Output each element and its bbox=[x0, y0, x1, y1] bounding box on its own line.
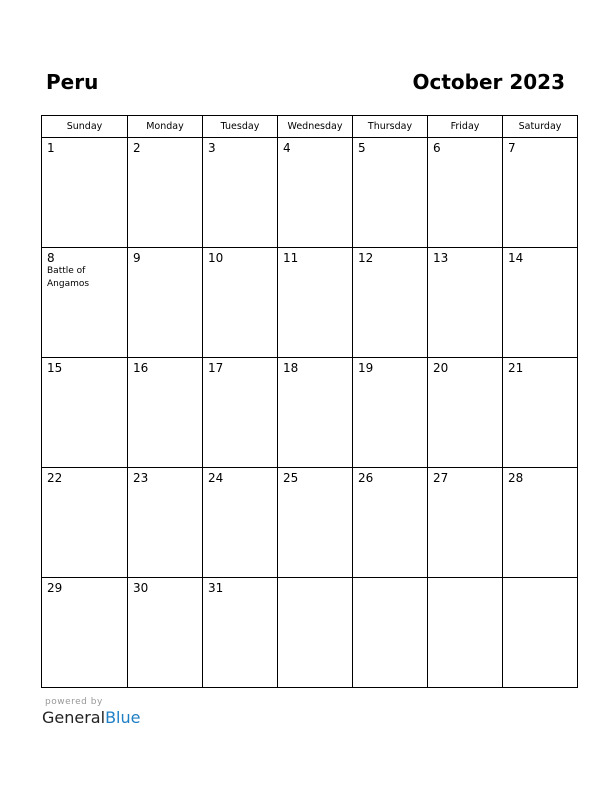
day-cell bbox=[503, 248, 578, 358]
day-cell bbox=[353, 248, 428, 358]
day-cell bbox=[42, 248, 128, 358]
day-number: 29 bbox=[47, 581, 63, 595]
day-cell bbox=[128, 248, 203, 358]
day-number: 4 bbox=[283, 141, 291, 155]
day-cell bbox=[503, 138, 578, 248]
day-cell bbox=[128, 578, 203, 688]
generalblue-logo[interactable] bbox=[42, 708, 140, 727]
day-number: 3 bbox=[208, 141, 216, 155]
logo-blue: Blue bbox=[105, 708, 141, 727]
day-cell bbox=[128, 468, 203, 578]
day-number: 17 bbox=[208, 361, 224, 375]
day-number: 16 bbox=[133, 361, 149, 375]
day-cell bbox=[428, 138, 503, 248]
day-cell bbox=[503, 468, 578, 578]
day-cell bbox=[203, 138, 278, 248]
day-number: 19 bbox=[358, 361, 374, 375]
day-cell bbox=[203, 248, 278, 358]
holiday-label: Battle of Angamos bbox=[47, 266, 90, 289]
powered-by-label: powered by bbox=[45, 697, 103, 707]
logo-general: General bbox=[42, 708, 106, 727]
day-number bbox=[353, 578, 427, 581]
day-cell bbox=[428, 358, 503, 468]
day-number: 6 bbox=[433, 141, 441, 155]
day-number: 10 bbox=[208, 251, 224, 265]
day-number: 21 bbox=[508, 361, 524, 375]
day-cell bbox=[42, 578, 128, 688]
weekday-header-row bbox=[42, 116, 578, 138]
day-number: 22 bbox=[47, 471, 63, 485]
day-cell bbox=[503, 358, 578, 468]
day-cell bbox=[278, 468, 353, 578]
day-cell bbox=[353, 138, 428, 248]
weekday-saturday: Saturday bbox=[503, 116, 578, 138]
day-number: 27 bbox=[433, 471, 449, 485]
day-cell bbox=[428, 248, 503, 358]
weekday-monday: Monday bbox=[128, 116, 203, 138]
day-cell bbox=[278, 248, 353, 358]
day-number: 14 bbox=[508, 251, 524, 265]
day-cell bbox=[428, 578, 503, 688]
week-row bbox=[42, 358, 578, 468]
day-cell bbox=[353, 468, 428, 578]
day-cell bbox=[203, 468, 278, 578]
day-cell bbox=[428, 468, 503, 578]
day-number: 28 bbox=[508, 471, 524, 485]
calendar-grid bbox=[41, 115, 578, 688]
day-cell bbox=[42, 138, 128, 248]
day-cell bbox=[128, 138, 203, 248]
day-cell bbox=[203, 358, 278, 468]
weekday-tuesday: Tuesday bbox=[203, 116, 278, 138]
day-number: 31 bbox=[208, 581, 224, 595]
weekday-wednesday: Wednesday bbox=[278, 116, 353, 138]
day-cell bbox=[42, 358, 128, 468]
day-cell bbox=[278, 578, 353, 688]
day-number: 30 bbox=[133, 581, 149, 595]
day-cell bbox=[128, 358, 203, 468]
day-number: 18 bbox=[283, 361, 299, 375]
day-number: 23 bbox=[133, 471, 149, 485]
day-number: 11 bbox=[283, 251, 299, 265]
day-cell bbox=[42, 468, 128, 578]
day-number: 26 bbox=[358, 471, 374, 485]
day-number: 5 bbox=[358, 141, 366, 155]
day-number: 8 bbox=[47, 251, 55, 265]
day-number: 12 bbox=[358, 251, 374, 265]
day-number: 15 bbox=[47, 361, 63, 375]
day-number: 13 bbox=[433, 251, 449, 265]
week-row bbox=[42, 248, 578, 358]
month-title: October 2023 bbox=[412, 70, 565, 94]
week-row bbox=[42, 468, 578, 578]
day-cell bbox=[278, 138, 353, 248]
day-number: 20 bbox=[433, 361, 449, 375]
week-row bbox=[42, 138, 578, 248]
weekday-thursday: Thursday bbox=[353, 116, 428, 138]
day-number: 24 bbox=[208, 471, 224, 485]
day-number: 1 bbox=[47, 141, 55, 155]
day-cell bbox=[503, 578, 578, 688]
country-title: Peru bbox=[46, 70, 99, 94]
day-number: 2 bbox=[133, 141, 141, 155]
day-cell bbox=[278, 358, 353, 468]
day-number: 7 bbox=[508, 141, 516, 155]
day-number: 25 bbox=[283, 471, 299, 485]
day-number bbox=[428, 578, 502, 581]
week-row bbox=[42, 578, 578, 688]
day-number bbox=[503, 578, 577, 581]
day-number bbox=[278, 578, 352, 581]
weekday-friday: Friday bbox=[428, 116, 503, 138]
day-cell bbox=[203, 578, 278, 688]
day-cell bbox=[353, 358, 428, 468]
day-number: 9 bbox=[133, 251, 141, 265]
day-cell bbox=[353, 578, 428, 688]
weekday-sunday: Sunday bbox=[42, 116, 128, 138]
